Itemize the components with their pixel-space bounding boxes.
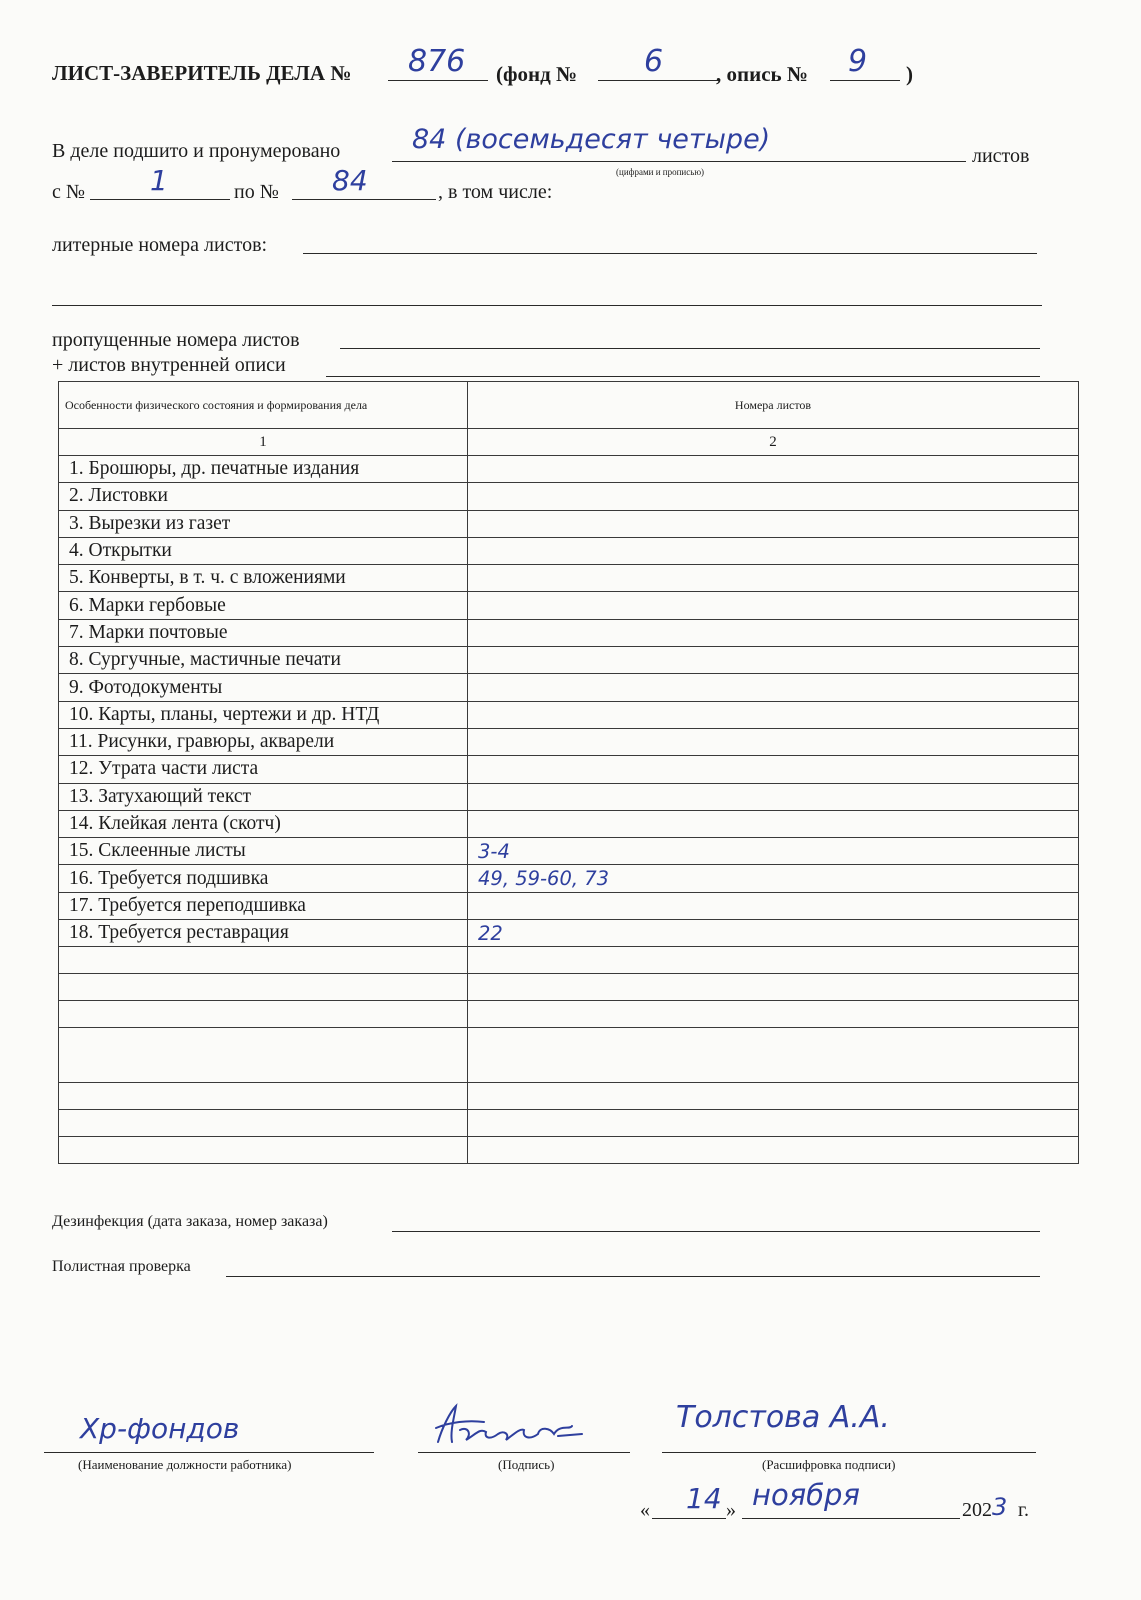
physical-state-table xyxy=(58,381,1079,1164)
from-label: с № xyxy=(52,181,85,203)
row-sheet-numbers xyxy=(468,728,1079,755)
opis-number-value: 9 xyxy=(848,44,868,79)
blank-row xyxy=(59,1001,1079,1028)
quote-open: « xyxy=(640,1499,650,1521)
row-sheet-numbers xyxy=(468,892,1079,919)
row-sheet-numbers xyxy=(468,592,1079,619)
digits-words-hint: (цифрами и прописью) xyxy=(616,167,705,177)
row-label: 7. Марки почтовые xyxy=(59,619,468,646)
col1-header: Особенности физического состояния и формирования дела xyxy=(59,382,468,429)
letter-numbers-label: литерные номера листов: xyxy=(52,234,268,256)
decoding-line xyxy=(662,1452,1036,1453)
disinfection-line xyxy=(392,1231,1040,1232)
to-value: 84 xyxy=(332,164,368,197)
table-row xyxy=(59,920,1079,947)
blank-cell xyxy=(468,1001,1079,1028)
decoding-value: Толстова А.А. xyxy=(676,1400,890,1435)
inner-inventory-line xyxy=(326,376,1040,377)
row-label: 10. Карты, планы, чертежи и др. НТД xyxy=(59,701,468,728)
row-label: 17. Требуется переподшивка xyxy=(59,892,468,919)
stitched-label: В деле подшито и пронумеровано xyxy=(52,140,341,162)
table-row xyxy=(59,838,1079,865)
form-title: ЛИСТ-ЗАВЕРИТЕЛЬ ДЕЛА № xyxy=(52,61,352,85)
quote-close: » xyxy=(726,1499,736,1521)
blank-cell xyxy=(468,1028,1079,1083)
month-value: ноября xyxy=(752,1478,860,1512)
blank-row xyxy=(59,947,1079,974)
listov-label: листов xyxy=(972,145,1030,167)
table-row xyxy=(59,674,1079,701)
row-sheet-numbers: 22 xyxy=(468,920,1079,947)
table-row xyxy=(59,728,1079,755)
table-row xyxy=(59,619,1079,646)
row-label: 14. Клейкая лента (скотч) xyxy=(59,810,468,837)
blank-cell xyxy=(59,947,468,974)
row-label: 6. Марки гербовые xyxy=(59,592,468,619)
blank-row xyxy=(59,1110,1079,1137)
table-row xyxy=(59,510,1079,537)
position-caption: (Наименование должности работника) xyxy=(78,1457,292,1472)
blank-row xyxy=(59,974,1079,1001)
row-sheet-numbers xyxy=(468,619,1079,646)
row-sheet-numbers xyxy=(468,701,1079,728)
row-sheet-numbers: 49, 59-60, 73 xyxy=(468,865,1079,892)
row-sheet-numbers xyxy=(468,510,1079,537)
to-line xyxy=(292,199,436,200)
blank-cell xyxy=(59,1137,468,1164)
row-label: 5. Конверты, в т. ч. с вложениями xyxy=(59,565,468,592)
row-label: 4. Открытки xyxy=(59,537,468,564)
table-row xyxy=(59,537,1079,564)
row-label: 9. Фотодокументы xyxy=(59,674,468,701)
close-paren: ) xyxy=(906,62,913,86)
missing-numbers-label: пропущенные номера листов xyxy=(52,329,300,351)
table-row xyxy=(59,456,1079,483)
case-number-value: 876 xyxy=(408,44,466,79)
row-label: 13. Затухающий текст xyxy=(59,783,468,810)
fond-number-line xyxy=(598,80,718,81)
blank-cell xyxy=(468,1083,1079,1110)
from-line xyxy=(90,199,230,200)
blank-row xyxy=(59,1083,1079,1110)
inner-inventory-label: + листов внутренней описи xyxy=(52,354,286,376)
blank-cell xyxy=(468,1110,1079,1137)
row-sheet-numbers xyxy=(468,810,1079,837)
table-row xyxy=(59,701,1079,728)
year-digit: 3 xyxy=(992,1493,1008,1521)
table-row xyxy=(59,865,1079,892)
row-sheet-numbers xyxy=(468,674,1079,701)
blank-cell xyxy=(59,1110,468,1137)
row-sheet-numbers xyxy=(468,537,1079,564)
blank-cell xyxy=(468,947,1079,974)
year-suffix: г. xyxy=(1018,1499,1029,1521)
table-row xyxy=(59,483,1079,510)
from-value: 1 xyxy=(150,164,168,197)
row-label: 12. Утрата части листа xyxy=(59,756,468,783)
blank-cell xyxy=(468,974,1079,1001)
opis-number-line xyxy=(830,80,900,81)
row-label: 2. Листовки xyxy=(59,483,468,510)
year-prefix: 202 xyxy=(962,1499,992,1521)
blank-row xyxy=(59,1028,1079,1083)
missing-numbers-line xyxy=(340,348,1040,349)
row-label: 15. Склеенные листы xyxy=(59,838,468,865)
table-row xyxy=(59,565,1079,592)
opis-label: , опись № xyxy=(716,62,808,86)
position-value: Хр-фондов xyxy=(80,1412,240,1445)
signature-line xyxy=(418,1452,630,1453)
table-row xyxy=(59,783,1079,810)
letter-numbers-line-2 xyxy=(52,305,1042,306)
month-line xyxy=(742,1518,960,1519)
decoding-caption: (Расшифровка подписи) xyxy=(762,1457,896,1472)
row-label: 16. Требуется подшивка xyxy=(59,865,468,892)
blank-cell xyxy=(59,1001,468,1028)
blank-cell xyxy=(59,974,468,1001)
signature-image xyxy=(420,1400,590,1450)
blank-cell xyxy=(468,1137,1079,1164)
stitched-value: 84 (восемьдесят четыре) xyxy=(412,124,771,155)
row-sheet-numbers xyxy=(468,647,1079,674)
table-row xyxy=(59,647,1079,674)
to-label: по № xyxy=(234,181,279,203)
row-sheet-numbers: 3-4 xyxy=(468,838,1079,865)
sheet-check-line xyxy=(226,1276,1040,1277)
letter-numbers-line xyxy=(303,253,1037,254)
day-line xyxy=(652,1518,726,1519)
signature-caption: (Подпись) xyxy=(498,1457,555,1472)
row-label: 1. Брошюры, др. печатные издания xyxy=(59,456,468,483)
table-row xyxy=(59,592,1079,619)
row-label: 11. Рисунки, гравюры, акварели xyxy=(59,728,468,755)
row-sheet-numbers xyxy=(468,483,1079,510)
position-line xyxy=(44,1452,374,1453)
row-sheet-numbers xyxy=(468,756,1079,783)
stitched-line xyxy=(392,161,966,162)
col2-header: Номера листов xyxy=(468,382,1079,429)
row-sheet-numbers xyxy=(468,783,1079,810)
fond-number-value: 6 xyxy=(644,44,664,79)
row-label: 3. Вырезки из газет xyxy=(59,510,468,537)
fond-label: (фонд № xyxy=(496,62,578,86)
row-sheet-numbers xyxy=(468,456,1079,483)
disinfection-label: Дезинфекция (дата заказа, номер заказа) xyxy=(52,1213,328,1230)
table-row xyxy=(59,756,1079,783)
case-number-line xyxy=(388,80,488,81)
sheet-check-label: Полистная проверка xyxy=(52,1258,191,1275)
table-row xyxy=(59,810,1079,837)
table-row xyxy=(59,892,1079,919)
blank-row xyxy=(59,1137,1079,1164)
including-label: , в том числе: xyxy=(438,181,553,203)
col1-number: 1 xyxy=(59,429,468,456)
col2-number: 2 xyxy=(468,429,1079,456)
row-label: 18. Требуется реставрация xyxy=(59,920,468,947)
day-value: 14 xyxy=(686,1482,722,1515)
row-sheet-numbers xyxy=(468,565,1079,592)
blank-cell xyxy=(59,1028,468,1083)
blank-cell xyxy=(59,1083,468,1110)
row-label: 8. Сургучные, мастичные печати xyxy=(59,647,468,674)
